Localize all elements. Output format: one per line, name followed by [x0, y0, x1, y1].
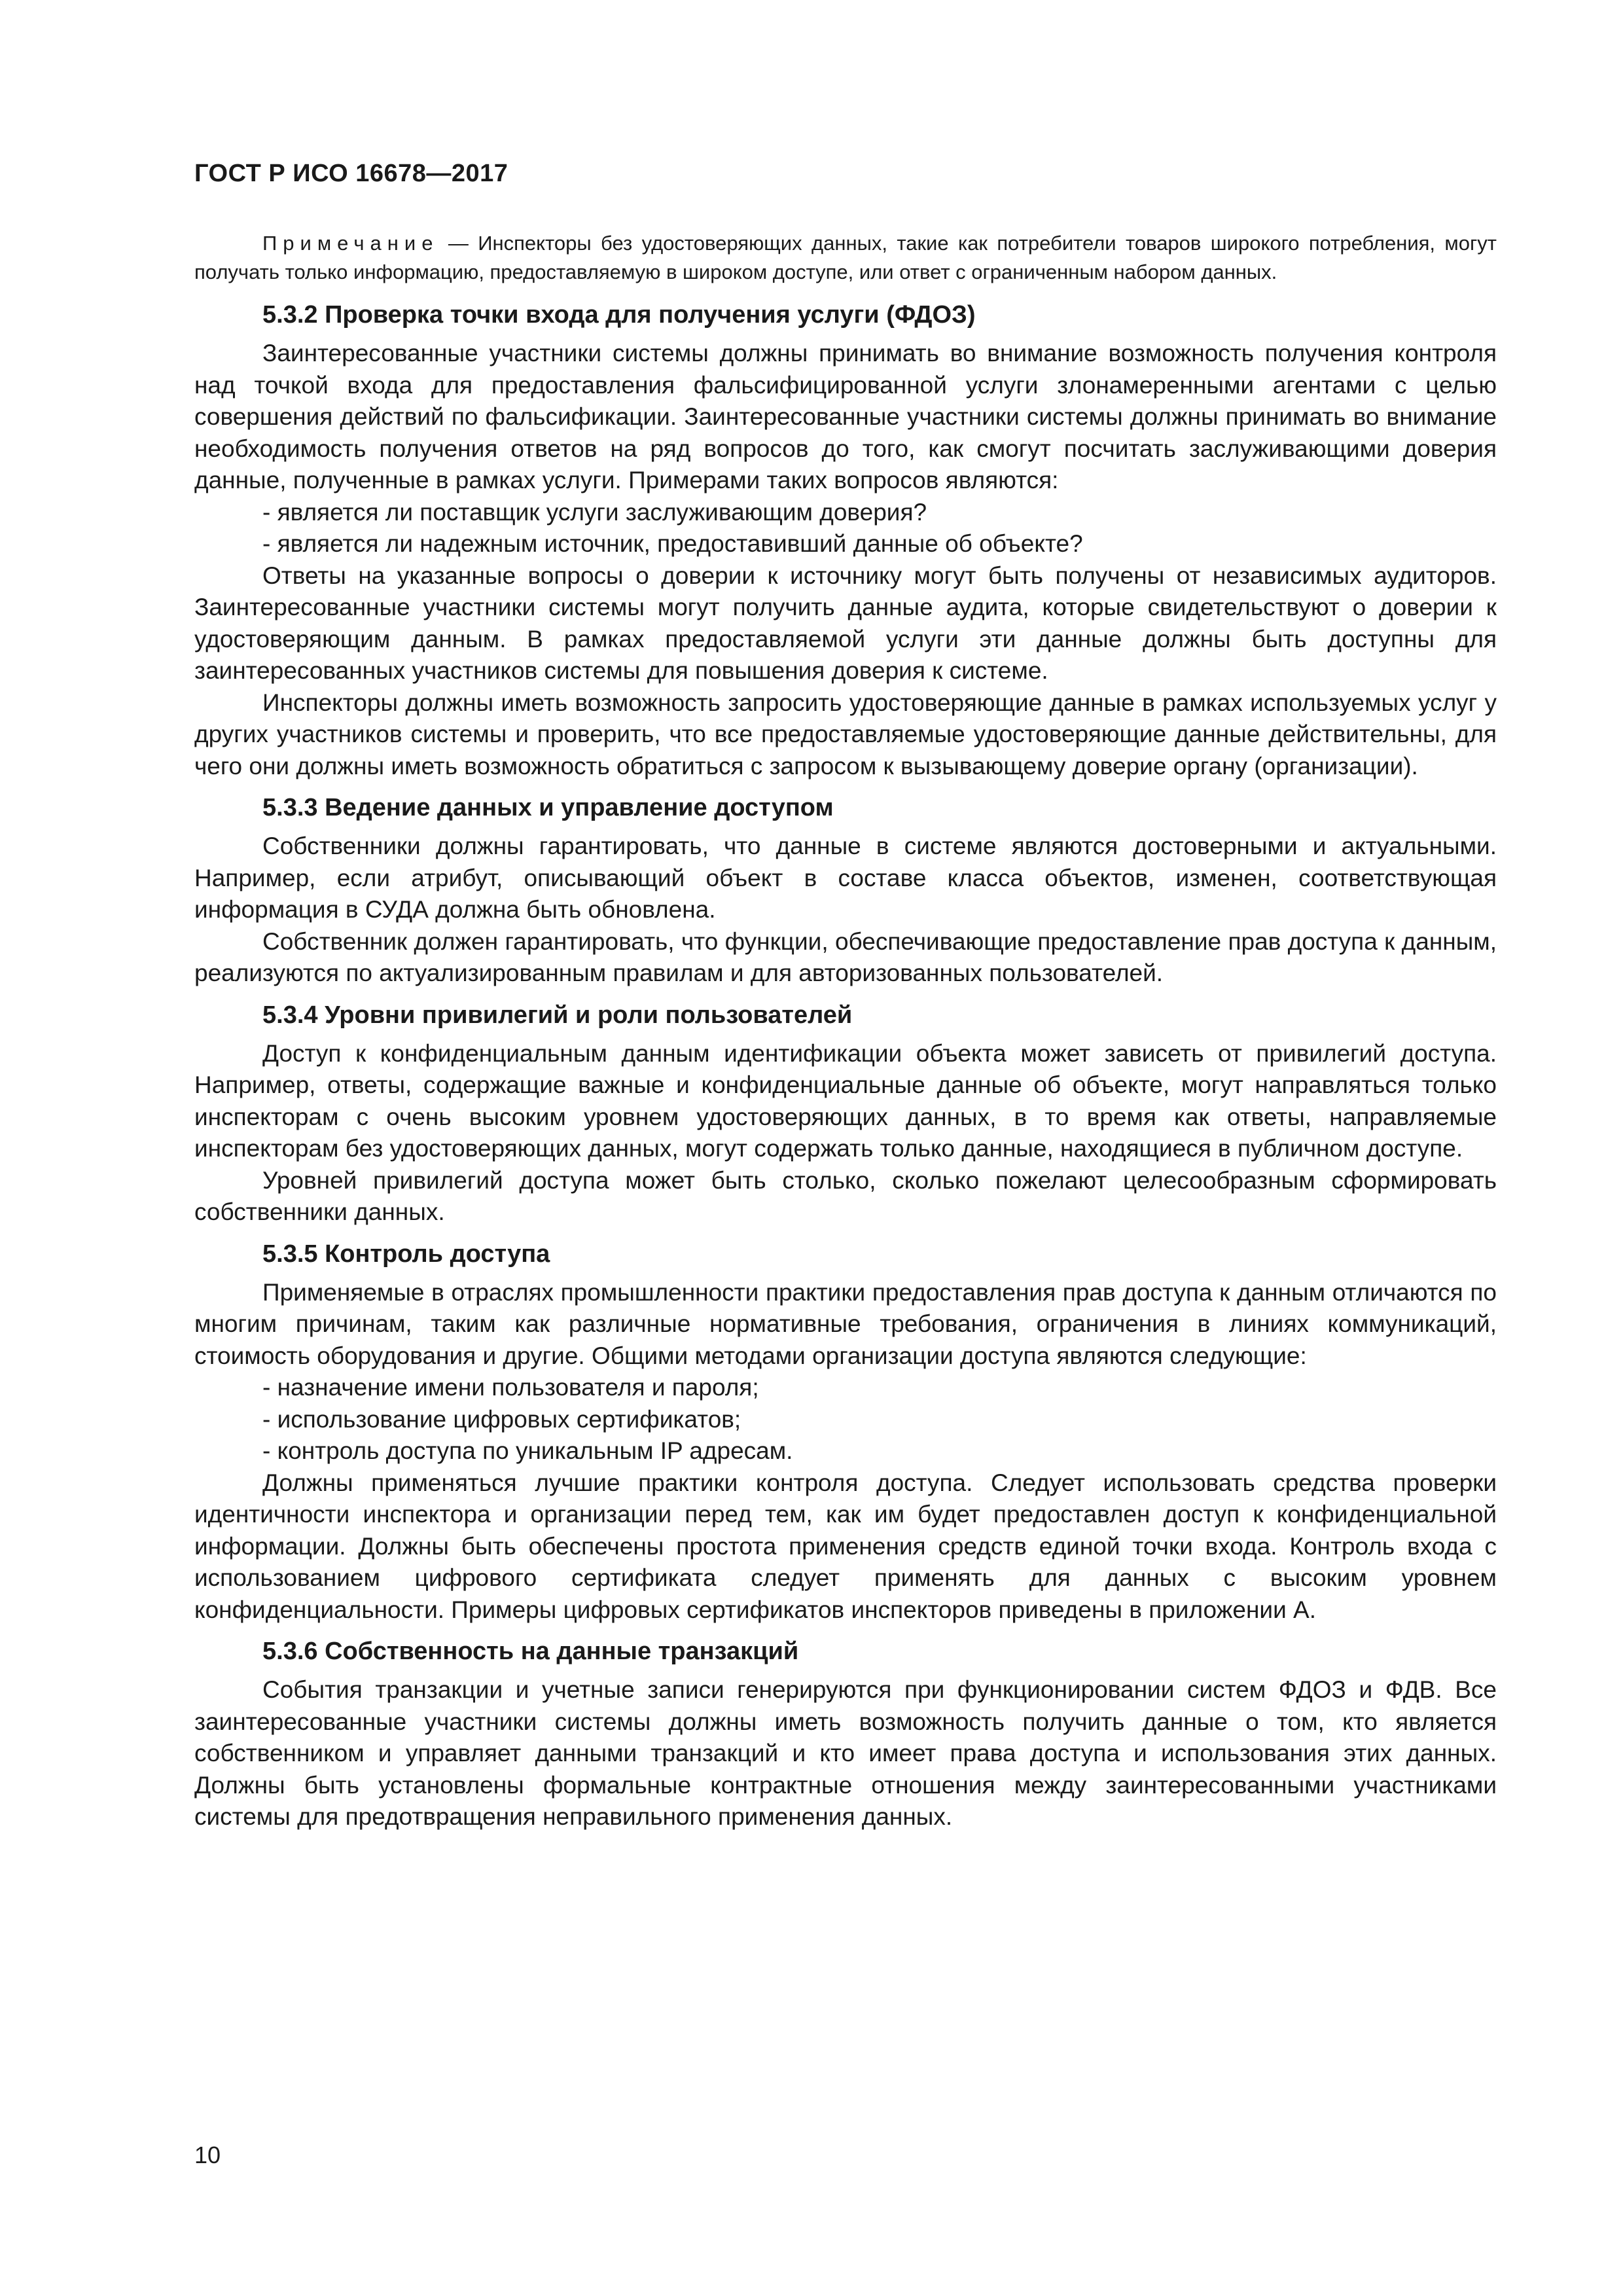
- list-item: - является ли надежным источник, предоставивший данные об объекте?: [262, 530, 1083, 557]
- section-title: 5.3.6 Собственность на данные транзакций: [262, 1638, 799, 1665]
- paragraph: Собственники должны гарантировать, что данные в системе являются достоверными и актуальными. Например, если атрибут, описывающий объект в составе класса объектов, изменен, соответствующая информация в СУДА должна быть обновлена.: [194, 833, 1497, 923]
- section-5-3-4: [194, 999, 1497, 1229]
- document-header: ГОСТ Р ИСО 16678—2017: [194, 160, 508, 187]
- list-item: - контроль доступа по уникальным IP адресам.: [262, 1437, 793, 1464]
- paragraph: Собственник должен гарантировать, что функции, обеспечивающие предоставление прав доступа к данным, реализуются по актуализированным правилам и для авторизованных пользователей.: [194, 927, 1497, 986]
- list-item: - является ли поставщик услуги заслуживающим доверия?: [262, 498, 927, 526]
- document-body: [194, 229, 1497, 1842]
- list-item: - назначение имени пользователя и пароля;: [262, 1374, 759, 1401]
- section-5-3-2: [194, 298, 1497, 782]
- paragraph: Применяемые в отраслях промышленности практики предоставления прав доступа к данным отличаются по многим причинам, таким как различные нормативные требования, ограничения в линиях коммуникаций, стоимость оборудования и другие. Общими методами организации доступа являются следующие:: [194, 1278, 1497, 1369]
- paragraph: Заинтересованные участники системы должны принимать во внимание возможность получения контроля над точкой входа для предоставления фальсифицированной услуги злонамеренными агентами с целью совершения действий по фальсификации. Заинтересованные участники системы должны принимать во внимание необходимость получения ответов на ряд вопросов до того, как смогут посчитать заслуживающими доверия данные, полученные в рамках услуги. Примерами таких вопросов являются:: [194, 340, 1497, 493]
- document-page: [194, 0, 1497, 2296]
- paragraph: Должны применяться лучшие практики контроля доступа. Следует использовать средства проверки идентичности инспектора и организации перед тем, как им будет предоставлен доступ к конфиденциальной информации. Должны быть обеспечены простота применения средств единой точки входа. Контроль входа с использованием цифрового сертификата следует применять для данных с высоким уровнем конфиденциальности. Примеры цифровых сертификатов инспекторов приведены в приложении А.: [194, 1469, 1497, 1623]
- list-item: - использование цифровых сертификатов;: [262, 1405, 741, 1433]
- paragraph: Уровней привилегий доступа может быть столько, сколько пожелают целесообразным сформировать собственники данных.: [194, 1166, 1497, 1225]
- paragraph: Ответы на указанные вопросы о доверии к источнику могут быть получены от независимых аудиторов. Заинтересованные участники системы могут получить данные аудита, которые свидетельствуют о доверии к удостоверяющим данным. В рамках предоставляемой услуги эти данные должны быть доступны для заинтересованных участников системы для повышения доверия к системе.: [194, 562, 1497, 684]
- paragraph: События транзакции и учетные записи генерируются при функционировании систем ФДОЗ и ФДВ. Все заинтересованные участники системы должны иметь возможность получить данные о том, кто является собственником и управляет данными транзакций и кто имеет права доступа и использования этих данных. Должны быть установлены формальные контрактные отношения между заинтересованными участниками системы для предотвращения неправильного применения данных.: [194, 1676, 1497, 1830]
- section-5-3-6: [194, 1635, 1497, 1833]
- section-title: 5.3.3 Ведение данных и управление доступом: [262, 794, 834, 821]
- note-paragraph: [194, 229, 1497, 287]
- section-title: 5.3.5 Контроль доступа: [262, 1240, 550, 1268]
- section-5-3-3: [194, 791, 1497, 990]
- page-number: 10: [194, 2142, 221, 2168]
- paragraph: Доступ к конфиденциальным данным идентификации объекта может зависеть от привилегий доступа. Например, ответы, содержащие важные и конфиденциальные данные об объекте, могут направляться только инспекторам с очень высоким уровнем удостоверяющих данных, в то время как ответы, направляемые инспекторам без удостоверяющих данных, могут содержать только данные, находящиеся в публичном доступе.: [194, 1039, 1497, 1162]
- section-5-3-5: [194, 1238, 1497, 1626]
- section-title: 5.3.2 Проверка точки входа для получения услуги (ФДОЗ): [262, 301, 976, 329]
- paragraph: Инспекторы должны иметь возможность запросить удостоверяющие данные в рамках используемых услуг у других участников системы и проверить, что все предоставляемые удостоверяющие данные действительны, для чего они должны иметь возможность обратиться с запросом к вызывающему доверие органу (организации).: [194, 689, 1497, 780]
- note-text: — Инспекторы без удостоверяющих данных, такие как потребители товаров широкого потребления, могут получать только информацию, предоставляемую в широком доступе, или ответ с ограниченным набором данных.: [194, 232, 1497, 283]
- note-label: Примечание: [262, 232, 439, 255]
- section-title: 5.3.4 Уровни привилегий и роли пользователей: [262, 1001, 853, 1029]
